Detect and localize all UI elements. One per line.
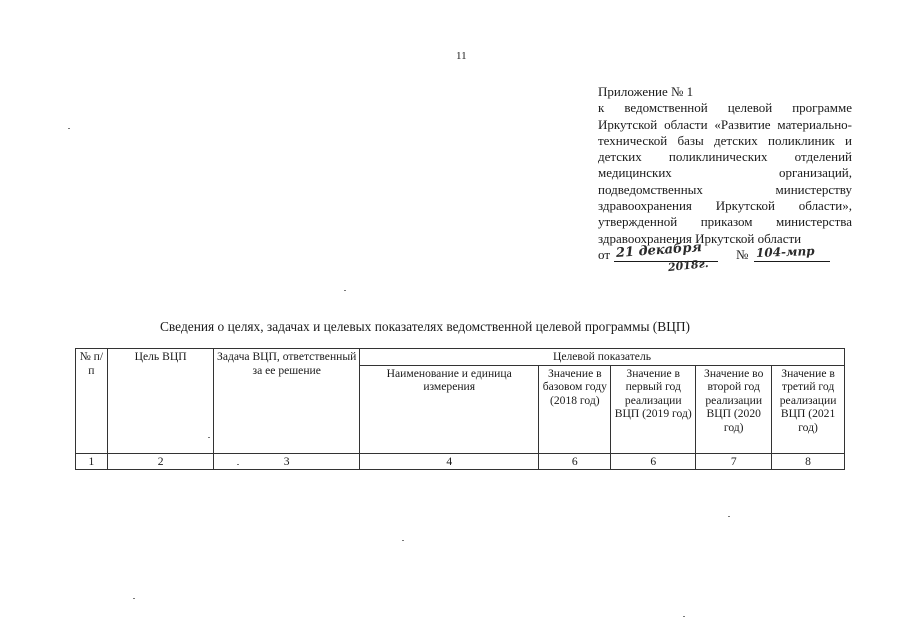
col-number-cell: 3: [214, 453, 360, 470]
section-title: Сведения о целях, задачах и целевых показателях ведомственной целевой программы (ВЦП): [160, 319, 690, 334]
signature-row: [598, 239, 852, 275]
header-year1-value: Значение в первый год реализации ВЦП (2019 год): [611, 365, 696, 453]
appendix-body: к ведомственной целевой программе Иркутской области «Развитие материально-технической базы детских поликлиник и детских поликлинических отделений медицинских организаций, подведомственных министерству здравоохранения Иркутской области», утвержденной приказом министерства здравоохранения Иркутской области: [598, 100, 852, 246]
header-base-value: Значение в базовом году (2018 год): [539, 365, 611, 453]
col-number-cell: 8: [772, 453, 845, 470]
scan-speck: [133, 598, 135, 599]
number-label: №: [736, 246, 749, 262]
appendix-title: Приложение № 1: [598, 84, 694, 99]
header-row-1: [76, 349, 845, 366]
col-number-cell: 6: [611, 453, 696, 470]
handwritten-year: 2018г.: [667, 256, 710, 275]
handwritten-date: 21 декабря: [615, 239, 703, 261]
from-label: от: [598, 246, 611, 262]
scan-speck: [237, 464, 239, 465]
goals-table: [75, 348, 845, 470]
header-year3-value: Значение в третий год реализации ВЦП (2021 год): [772, 365, 845, 453]
header-year2-value: Значение во второй год реализации ВЦП (2020 год): [696, 365, 772, 453]
col-number-cell: 7: [696, 453, 772, 470]
number-underline: [754, 261, 830, 262]
header-task: Задача ВЦП, ответственный за ее решение: [214, 349, 360, 454]
header-indicator-group: Целевой показатель: [360, 349, 845, 366]
scan-speck: [402, 540, 404, 541]
col-number-cell: 1: [76, 453, 108, 470]
col-number-cell: 4: [360, 453, 539, 470]
scan-speck: [208, 437, 210, 438]
column-number-row: [76, 453, 845, 470]
col-number-cell: 2: [107, 453, 214, 470]
header-goal: Цель ВЦП: [107, 349, 214, 454]
header-indicator-name: Наименование и единица измерения: [360, 365, 539, 453]
page-number: 11: [456, 50, 467, 62]
col-number-cell: 6: [539, 453, 611, 470]
scan-speck: [344, 290, 346, 291]
scan-speck: [683, 616, 685, 617]
handwritten-number: 104-мпр: [755, 243, 815, 260]
appendix-block: [598, 84, 852, 275]
scan-speck: [68, 128, 70, 129]
header-num: № п/п: [76, 349, 108, 454]
scan-speck: [728, 516, 730, 517]
